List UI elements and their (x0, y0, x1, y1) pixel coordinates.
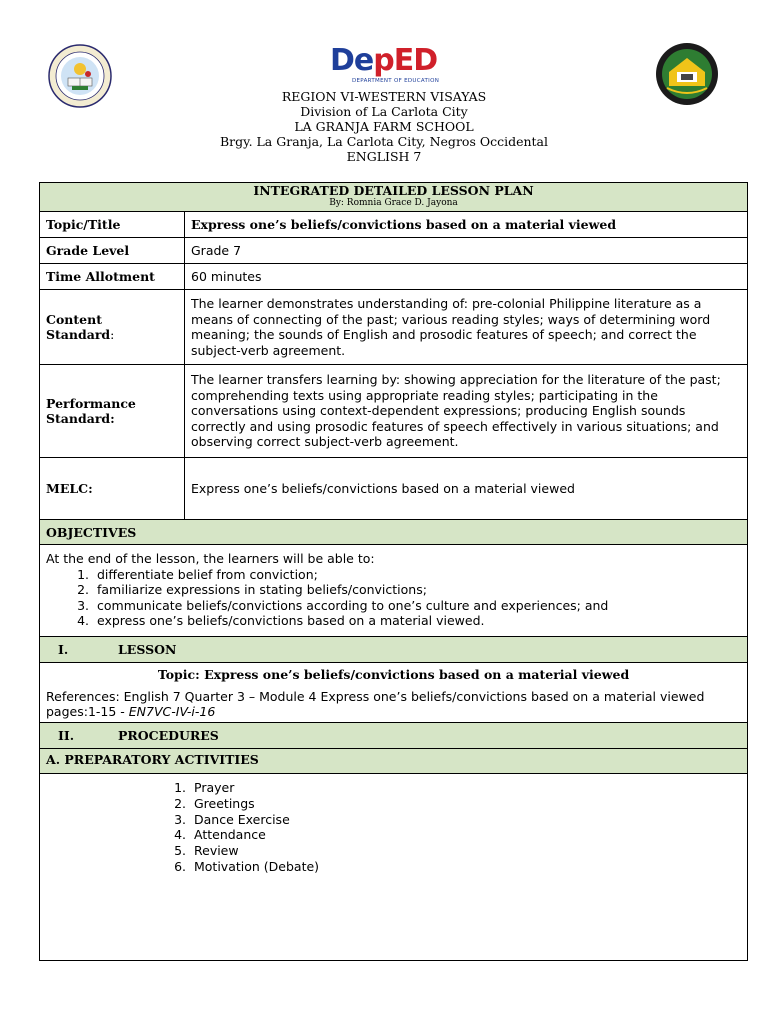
time-allotment-row (40, 264, 748, 290)
subject-line: ENGLISH 7 (346, 149, 422, 164)
region-line: REGION VI-WESTERN VISAYAS (281, 89, 487, 104)
objectives-body (40, 545, 748, 637)
procedures-heading-row (40, 723, 748, 749)
grade-level-label: Grade Level (40, 238, 185, 264)
objective-item: 3. communicate beliefs/convictions according to one’s culture and experiences; and (93, 598, 741, 614)
preparatory-item: 3. Dance Exercise (190, 812, 741, 828)
performance-standard-row (40, 365, 748, 458)
preparatory-heading-row (40, 749, 748, 774)
objectives-body-row (40, 545, 748, 637)
objectives-heading-row (40, 520, 748, 545)
address-line: Brgy. La Granja, La Carlota City, Negros Occidental (220, 134, 548, 149)
lesson-topic: Topic: Express one’s beliefs/convictions based on a material viewed (157, 667, 630, 682)
topic-label: Topic/Title (40, 212, 185, 238)
performance-standard-label-b: Standard: (46, 411, 115, 426)
topic-row (40, 212, 748, 238)
objective-item: 2. familiarize expressions in stating beliefs/convictions; (93, 582, 741, 598)
objectives-list (46, 567, 741, 629)
preparatory-list (46, 780, 741, 875)
melc-code: EN7VC-IV-i-16 (128, 704, 216, 719)
plan-author: By: Romnia Grace D. Jayona (329, 198, 458, 208)
plan-title: INTEGRATED DETAILED LESSON PLAN (253, 183, 534, 198)
lesson-plan-table (39, 182, 748, 961)
references-text: References: English 7 Quarter 3 – Module 4 Express one’s beliefs/convictions based on a material viewed pages:1-15 - (46, 688, 705, 719)
performance-standard-value: The learner transfers learning by: showing appreciation for the literature of the past; comprehending texts using appropriate reading styles; participating in the conversations using context-dependent expressions; producing English sounds correctly and using prosodic features of speech effectively in various situations; and observing correct subject-verb agreement. (185, 365, 748, 458)
objective-item: 4. express one’s beliefs/convictions based on a material viewed. (93, 613, 741, 629)
melc-label: MELC: (40, 458, 185, 520)
deped-logo (330, 44, 440, 90)
plan-title-row (40, 183, 748, 212)
content-standard-label-b: Standard (46, 327, 111, 342)
melc-value: Express one’s beliefs/convictions based on a material viewed (185, 458, 748, 520)
deped-wordmark (330, 44, 437, 78)
content-standard-label: Content Standard: (40, 290, 185, 365)
grade-level-row (40, 238, 748, 264)
deped-logo-de: De (330, 43, 374, 78)
deped-logo-torch: p (373, 43, 394, 78)
content-standard-label-a: Content (46, 312, 102, 327)
content-standard-value: The learner demonstrates understanding of: pre-colonial Philippine literature as a means of connecting of the past; various reading styles; ways of determining word meaning; the sounds of English and prosodic features of speech; and correct the subject-verb agreement. (185, 290, 748, 365)
procedures-title: PROCEDURES (118, 728, 219, 743)
time-allotment-value: 60 minutes (185, 264, 748, 290)
objective-item: 1. differentiate belief from conviction; (93, 567, 741, 583)
melc-row (40, 458, 748, 520)
school-header (0, 89, 768, 164)
preparatory-body-row (40, 774, 748, 961)
preparatory-item: 2. Greetings (190, 796, 741, 812)
procedures-heading (40, 723, 748, 749)
lesson-number: I. (58, 642, 69, 657)
lesson-heading (40, 637, 748, 663)
content-standard-row (40, 290, 748, 365)
lesson-heading-row (40, 637, 748, 663)
preparatory-item: 6. Motivation (Debate) (190, 859, 741, 875)
objectives-heading: OBJECTIVES (40, 520, 748, 545)
preparatory-item: 1. Prayer (190, 780, 741, 796)
lesson-body (40, 663, 748, 723)
preparatory-body (40, 774, 748, 961)
performance-standard-label-a: Performance (46, 396, 136, 411)
lesson-title: LESSON (118, 642, 177, 657)
objectives-intro: At the end of the lesson, the learners will be able to: (46, 551, 375, 566)
school-name-line: LA GRANJA FARM SCHOOL (294, 119, 474, 134)
topic-value: Express one’s beliefs/convictions based on a material viewed (185, 212, 748, 238)
grade-level-value: Grade 7 (185, 238, 748, 264)
time-allotment-label: Time Allotment (40, 264, 185, 290)
division-line: Division of La Carlota City (300, 104, 468, 119)
procedures-number: II. (58, 728, 75, 743)
preparatory-item: 4. Attendance (190, 827, 741, 843)
preparatory-item: 5. Review (190, 843, 741, 859)
lesson-references (46, 689, 741, 720)
lesson-body-row (40, 663, 748, 723)
performance-standard-label (40, 365, 185, 458)
deped-logo-subtitle: DEPARTMENT OF EDUCATION (352, 78, 440, 84)
plan-title-cell (40, 183, 748, 212)
deped-logo-ed: ED (393, 43, 438, 78)
preparatory-heading: A. PREPARATORY ACTIVITIES (40, 749, 748, 774)
